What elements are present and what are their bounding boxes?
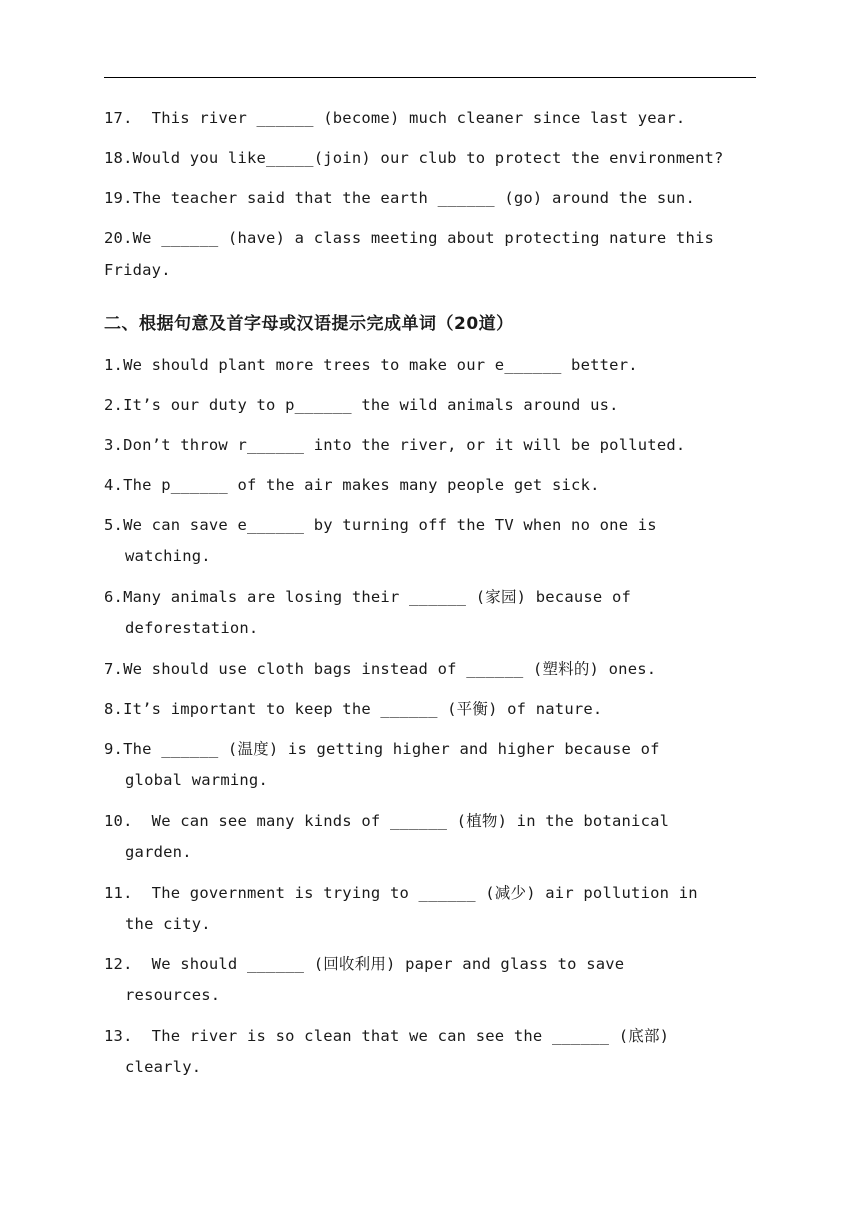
question-19: 19.The teacher said that the earth ______ (go) around the sun. — [104, 189, 695, 207]
question-9-cont: global warming. — [125, 771, 268, 789]
question-20: 20.We ______ (have) a class meeting about protecting nature this — [104, 229, 715, 247]
question-6-cont: deforestation. — [125, 619, 259, 637]
question-8: 8.It’s important to keep the ______ (平衡) of nature. — [104, 700, 603, 718]
question-12: 12. We should ______ (回收利用) paper and glass to save — [104, 955, 625, 973]
question-5-cont: watching. — [125, 547, 211, 565]
question-6: 6.Many animals are losing their ______ (家园) because of — [104, 588, 632, 606]
question-13-cont: clearly. — [125, 1058, 202, 1076]
question-13: 13. The river is so clean that we can see the ______ (底部) — [104, 1027, 670, 1045]
question-11: 11. The government is trying to ______ (减少) air pollution in — [104, 884, 698, 902]
question-5: 5.We can save e______ by turning off the TV when no one is — [104, 516, 657, 534]
question-7: 7.We should use cloth bags instead of ______ (塑料的) ones. — [104, 660, 657, 678]
section-heading: 二、根据句意及首字母或汉语提示完成单词（20道） — [104, 314, 514, 334]
question-17: 17. This river ______ (become) much cleaner since last year. — [104, 109, 686, 127]
question-10: 10. We can see many kinds of ______ (植物) in the botanical — [104, 812, 670, 830]
question-1: 1.We should plant more trees to make our e______ better. — [104, 356, 638, 374]
question-10-cont: garden. — [125, 843, 192, 861]
question-2: 2.It’s our duty to p______ the wild animals around us. — [104, 396, 619, 414]
question-20-cont: Friday. — [104, 261, 171, 279]
header-rule — [104, 77, 756, 78]
question-12-cont: resources. — [125, 986, 221, 1004]
question-9: 9.The ______ (温度) is getting higher and higher because of — [104, 740, 660, 758]
question-11-cont: the city. — [125, 915, 211, 933]
question-4: 4.The p______ of the air makes many people get sick. — [104, 476, 600, 494]
question-3: 3.Don’t throw r______ into the river, or it will be polluted. — [104, 436, 686, 454]
question-18: 18.Would you like_____(join) our club to protect the environment? — [104, 149, 724, 167]
